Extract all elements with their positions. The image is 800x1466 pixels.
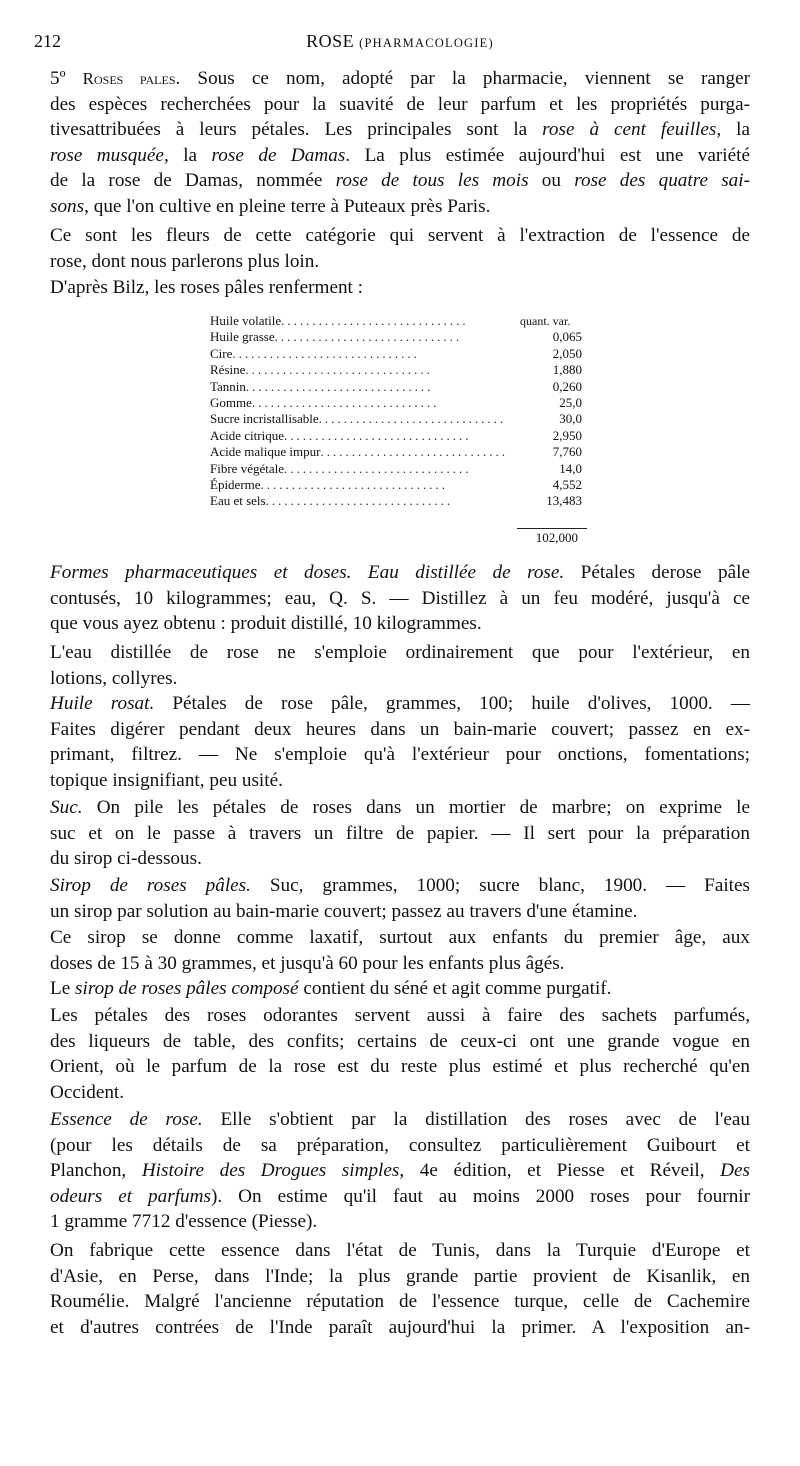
table-row: Acide citrique.............................. 2,950 — [210, 427, 582, 443]
text-line: Sirop de roses pâles. Suc, grammes, 1000; sucre blanc, 1900. — Faites — [50, 875, 750, 896]
text-line: Planchon, Histoire des Drogues simples, 4e édition, et Piesse et Réveil, Des — [50, 1160, 750, 1181]
text-line: On fabrique cette essence dans l'état de Tunis, dans la Turquie d'Europe et — [50, 1240, 750, 1261]
text-line: Suc. On pile les pétales de roses dans un mortier de marbre; on exprime le — [50, 797, 750, 818]
paragraph-essence — [50, 1107, 750, 1235]
table-cell-name: Fibre végétale — [210, 460, 284, 476]
paragraph-sirop — [50, 873, 750, 924]
text-line: contusés, 10 kilogrammes; eau, Q. S. — Distillez à un feu modéré, jusqu'à ce — [50, 587, 750, 609]
table-cell-value: 25,0 — [559, 394, 582, 410]
table-row: Tannin.............................. 0,260 — [210, 378, 582, 394]
table-cell-value: 0,260 — [552, 378, 582, 394]
paragraph-huile-rosat — [50, 691, 750, 793]
text-line: Les pétales des roses odorantes servent aussi à faire des sachets parfumés, — [50, 1005, 750, 1026]
table-cell-value: 14,0 — [559, 460, 582, 476]
table-cell-name: Acide citrique — [210, 427, 284, 443]
table-cell-name: Sucre incristallisable — [210, 411, 319, 427]
running-header — [34, 31, 766, 55]
text-line: Ce sont les fleurs de cette catégorie qui servent à l'extraction de l'essence de — [50, 225, 750, 246]
text-line: un sirop par solution au bain-marie couvert; passez au travers d'une étamine. — [50, 900, 638, 922]
text-line: de la rose de Damas, nommée rose de tous les mois ou rose des quatre sai- — [50, 170, 751, 191]
table-row: Épiderme.............................. 4,552 — [210, 476, 582, 492]
text-line: des espèces recherchées pour la suavité de leur parfum et les propriétés purga- — [50, 93, 750, 115]
text-line: topique insignifiant, peu usité. — [50, 769, 283, 791]
paragraph-bilz — [50, 275, 750, 301]
composition-table — [210, 313, 610, 510]
running-title-main: ROSE — [306, 31, 355, 51]
paragraph-suc — [50, 795, 750, 872]
table-cell-value: 0,065 — [552, 329, 582, 345]
table-total: 102,000 — [535, 530, 578, 545]
running-title: ROSE (PHARMACOLOGIE) — [306, 31, 494, 51]
text-line: d'Asie, en Perse, dans l'Inde; la plus grande partie provient de Kisanlik, en — [50, 1265, 750, 1287]
text-line: que vous ayez obtenu : produit distillé, 10 kilogrammes. — [50, 613, 482, 634]
text-line: Orient, où le parfum de la rose est du reste plus estimé et plus recherché qu'en — [50, 1056, 750, 1077]
page-number: 212 — [34, 31, 61, 51]
table-row: Huile grasse.............................. 0,065 — [210, 329, 582, 345]
text-line: 1 gramme 7712 d'essence (Piesse). — [50, 1211, 318, 1232]
table-cell-value: 1,880 — [552, 362, 582, 378]
table-row: Résine.............................. 1,880 — [210, 362, 582, 378]
text-line: 5º Roses pales. Sous ce nom, adopté par la pharmacie, viennent se ranger — [50, 68, 750, 89]
text-line: sons, que l'on cultive en pleine terre à Puteaux près Paris. — [50, 195, 491, 217]
paragraph-petales — [50, 1003, 750, 1105]
table-cell-name: Acide malique impur — [210, 444, 321, 460]
table-cell-name: Résine — [210, 362, 246, 378]
table-cell-value: 30,0 — [559, 411, 582, 427]
text-line: D'après Bilz, les roses pâles renferment : — [50, 277, 364, 298]
paragraph-sirop-compose — [50, 976, 750, 1002]
table-cell-value: 7,760 — [552, 444, 582, 460]
text-line: Ce sirop se donne comme laxatif, surtout aux enfants du premier âge, aux — [50, 927, 750, 948]
table-cell-value: 13,483 — [546, 493, 582, 509]
text-line: suc et on le passe à travers un filtre de papier. — Il sert pour la préparation — [50, 822, 750, 844]
table-cell-name: Eau et sels — [210, 493, 266, 509]
table-row: Gomme.............................. 25,0 — [210, 394, 582, 410]
text-line: (pour les détails de sa préparation, consultez particulièrement Guibourt et — [50, 1134, 750, 1156]
text-line: Formes pharmaceutiques et doses. Eau distillée de rose. Pétales derose pâle — [50, 562, 750, 583]
text-line: rose musquée, la rose de Damas. La plus estimée aujourd'hui est une variété — [50, 144, 750, 166]
table-row: Sucre incristallisable.............................. 30,0 — [210, 411, 582, 427]
table-row: Cire.............................. 2,050 — [210, 345, 582, 361]
sum-rule — [517, 528, 587, 529]
table-cell-name: Huile grasse — [210, 329, 275, 345]
text-line: Essence de rose. Elle s'obtient par la distillation des roses avec de l'eau — [50, 1109, 750, 1130]
paragraph-fabrication — [50, 1238, 750, 1340]
table-row: Fibre végétale.............................. 14,0 — [210, 460, 582, 476]
table-cell-value: 4,552 — [552, 476, 582, 492]
text-line: primant, filtrez. — Ne s'emploie qu'à l'extérieur pour onctions, fomentations; — [50, 744, 750, 765]
text-line: rose, dont nous parlerons plus loin. — [50, 250, 320, 272]
table-row: Acide malique impur.............................. 7,760 — [210, 444, 582, 460]
table-cell-name: Tannin — [210, 378, 246, 394]
text-line: odeurs et parfums). On estime qu'il faut au moins 2000 roses pour fournir — [50, 1185, 751, 1207]
table-row: Huile volatile.............................. quant. var. — [210, 313, 610, 329]
paragraph-categorie — [50, 223, 750, 274]
text-line: L'eau distillée de rose ne s'emploie ordinairement que pour l'extérieur, en — [50, 642, 750, 663]
text-line: et d'autres contrées de l'Inde paraît aujourd'hui la primer. A l'exposition an- — [50, 1316, 750, 1338]
table-cell-value: 2,050 — [552, 345, 582, 361]
running-title-sub: PHARMACOLOGIE — [364, 36, 489, 50]
text-line: tivesattribuées à leurs pétales. Les principales sont la rose à cent feuilles, la — [50, 119, 750, 140]
table-row: Eau et sels.............................. 13,483 — [210, 493, 582, 509]
text-line: Occident. — [50, 1081, 125, 1103]
table-header-value: quant. var. — [520, 314, 571, 328]
text-line: du sirop ci-dessous. — [50, 848, 202, 869]
text-line: Huile rosat. Pétales de rose pâle, grammes, 100; huile d'olives, 1000. — — [50, 693, 751, 714]
table-cell-name: Cire — [210, 345, 233, 361]
paragraph-roses-pales — [50, 66, 750, 219]
table-cell-name: Huile volatile — [210, 313, 282, 328]
text-line: doses de 15 à 30 grammes, et jusqu'à 60 pour les enfants plus âgés. — [50, 952, 565, 974]
table-cell-name: Épiderme — [210, 476, 261, 492]
text-line: Le sirop de roses pâles composé contient du séné et agit comme purgatif. — [50, 978, 612, 999]
text-line: des liqueurs de table, des confits; certains de ceux-ci ont une grande vogue en — [50, 1030, 750, 1052]
table-cell-name: Gomme — [210, 394, 252, 410]
paragraph-laxatif — [50, 925, 750, 976]
text-line: lotions, collyres. — [50, 667, 178, 689]
text-line: Roumélie. Malgré l'ancienne réputation de l'essence turque, celle de Cachemire — [50, 1291, 750, 1312]
text-line: Faites digérer pendant deux heures dans un bain-marie couvert; passez en ex- — [50, 718, 750, 740]
paragraph-formes — [50, 560, 750, 637]
paragraph-eau-distillee — [50, 640, 750, 691]
table-cell-value: 2,950 — [552, 427, 582, 443]
